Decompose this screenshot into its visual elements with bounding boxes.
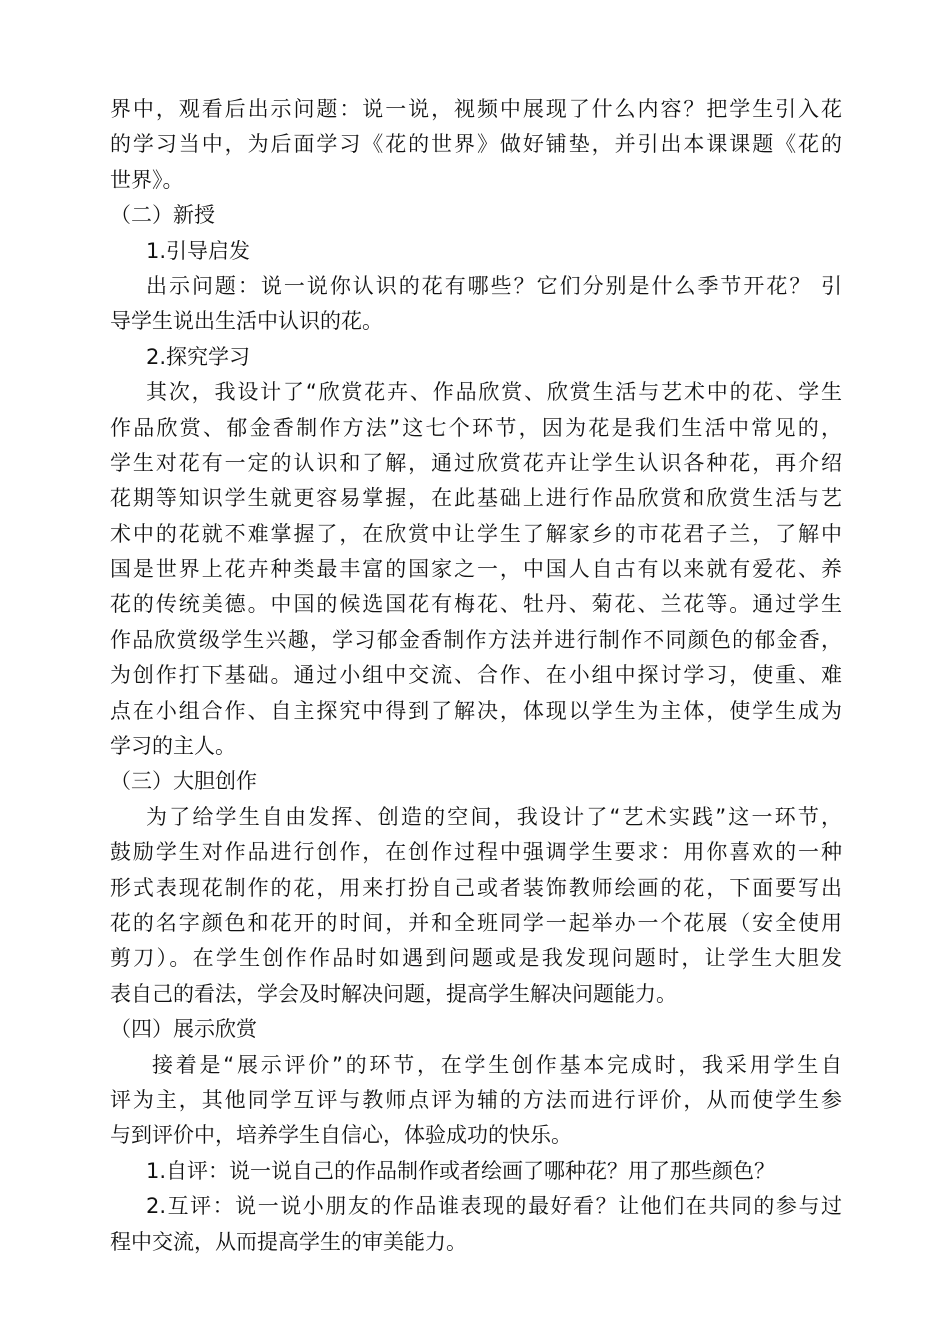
text-line: 2.探究学习: [146, 344, 251, 369]
text-line: 国是世界上花卉种类最丰富的国家之一，中国人自古有以来就有爱花、养: [110, 557, 842, 582]
paragraph: [110, 1154, 842, 1189]
text-line: 花期等知识学生就更容易掌握，在此基础上进行作品欣赏和欣赏生活与艺: [110, 486, 842, 511]
paragraph: [110, 1189, 842, 1260]
text-line: 出示问题：说一说你认识的花有哪些？它们分别是什么季节开花？ 引: [146, 273, 842, 298]
text-line: 花的传统美德。中国的候选国花有梅花、牡丹、菊花、兰花等。通过学生: [110, 592, 842, 617]
text-line: 世界》。: [110, 167, 184, 192]
text-line: 接着是“展示评价”的环节，在学生创作基本完成时，我采用学生自: [152, 1052, 842, 1077]
text-line: 鼓励学生对作品进行创作，在创作过程中强调学生要求：用你喜欢的一种: [110, 840, 842, 865]
section-heading: [110, 340, 842, 375]
section-heading: [110, 198, 842, 233]
text-line: 1.引导启发: [146, 238, 251, 263]
text-line: 界中，观看后出示问题：说一说，视频中展现了什么内容？把学生引入花: [110, 97, 842, 121]
text-line: 为创作打下基础。通过小组中交流、合作、在小组中探讨学习，使重、难: [110, 663, 842, 688]
paragraph: [110, 375, 842, 764]
text-line: 作品欣赏级学生兴趣，学习郁金香制作方法并进行制作不同颜色的郁金香，: [110, 627, 842, 652]
paragraph: [110, 1048, 842, 1154]
paragraph: [110, 800, 842, 1012]
text-line: （四）展示欣赏: [110, 1017, 257, 1042]
paragraph: [110, 269, 842, 340]
text-line: 形式表现花制作的花，用来打扮自己或者装饰教师绘画的花，下面要写出: [110, 875, 842, 900]
text-line: 花的名字颜色和花开的时间，并和全班同学一起举办一个花展（安全使用: [110, 910, 842, 935]
text-line: 学习的主人。: [110, 734, 236, 759]
section-heading: [110, 764, 842, 799]
text-line: 2.互评：说一说小朋友的作品谁表现的最好看？让他们在共同的参与过: [146, 1194, 842, 1219]
text-line: 评为主，其他同学互评与教师点评为辅的方法而进行评价，从而使学生参: [110, 1087, 842, 1112]
text-line: 作品欣赏、郁金香制作方法”这七个环节，因为花是我们生活中常见的，: [110, 415, 842, 440]
text-line: 1.自评：说一说自己的作品制作或者绘画了哪种花？用了那些颜色？: [146, 1158, 776, 1183]
text-line: 学生对花有一定的认识和了解，通过欣赏花卉让学生认识各种花，再介绍: [110, 450, 842, 475]
document-page: [110, 92, 842, 1260]
text-line: 为了给学生自由发挥、创造的空间，我设计了“艺术实践”这一环节，: [146, 804, 842, 829]
text-line: 程中交流，从而提高学生的审美能力。: [110, 1229, 467, 1254]
text-line: 导学生说出生活中认识的花。: [110, 309, 383, 334]
paragraph: [110, 92, 842, 198]
section-heading: [110, 1012, 842, 1047]
text-line: 表自己的看法，学会及时解决问题，提高学生解决问题能力。: [110, 981, 677, 1006]
text-line: （二）新授: [110, 203, 215, 228]
text-line: （三）大胆创作: [110, 769, 257, 794]
section-heading: [110, 234, 842, 269]
text-line: 与到评价中，培养学生自信心，体验成功的快乐。: [110, 1123, 572, 1148]
text-line: 术中的花就不难掌握了，在欣赏中让学生了解家乡的市花君子兰，了解中: [110, 521, 842, 546]
text-line: 其次，我设计了“欣赏花卉、作品欣赏、欣赏生活与艺术中的花、学生: [146, 380, 842, 405]
text-line: 点在小组合作、自主探究中得到了解决，体现以学生为主体，使学生成为: [110, 698, 842, 723]
text-line: 剪刀）。在学生创作作品时如遇到问题或是我发现问题时，让学生大胆发: [110, 946, 842, 971]
text-line: 的学习当中，为后面学习《花的世界》做好铺垫，并引出本课课题《花的: [110, 132, 842, 157]
